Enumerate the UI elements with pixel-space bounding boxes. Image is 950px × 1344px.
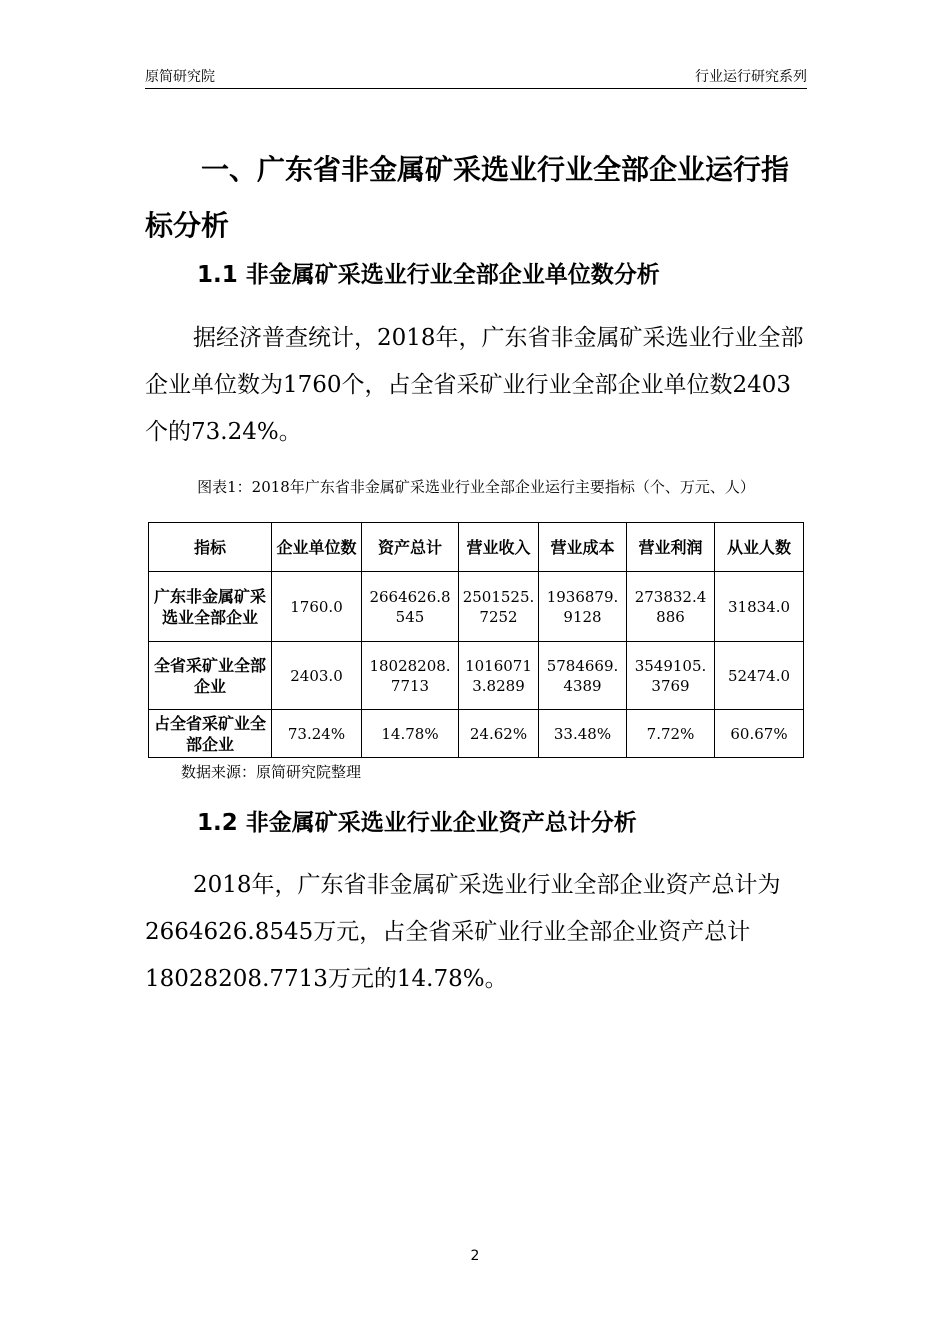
section-1-2-paragraph: 2018年，广东省非金属矿采选业行业全部企业资产总计为2664626.8545万元，占全省采矿业行业全部企业资产总计18028208.7713万元的14.78%。 xyxy=(145,872,781,992)
row-label: 全省采矿业全部企业 xyxy=(149,642,272,710)
row-label: 广东非金属矿采选业全部企业 xyxy=(149,572,272,642)
col-header-profit: 营业利润 xyxy=(627,523,715,572)
table-cell: 24.62% xyxy=(459,710,539,758)
table-cell: 5784669.4389 xyxy=(539,642,627,710)
table-cell: 10160713.8289 xyxy=(459,642,539,710)
col-header-employees: 从业人数 xyxy=(715,523,804,572)
section-1-1-heading: 1.1 非金属矿采选业行业全部企业单位数分析 xyxy=(197,262,660,288)
row-label: 占全省采矿业全部企业 xyxy=(149,710,272,758)
section-1-2-heading: 1.2 非金属矿采选业行业企业资产总计分析 xyxy=(197,810,637,836)
table-row xyxy=(149,572,804,642)
header-series-name: 行业运行研究系列 xyxy=(695,69,807,85)
table-cell: 33.48% xyxy=(539,710,627,758)
table-row xyxy=(149,710,804,758)
table-cell: 18028208.7713 xyxy=(362,642,459,710)
section-1-1-paragraph: 据经济普查统计，2018年，广东省非金属矿采选业行业全部企业单位数为1760个，占全省采矿业行业全部企业单位数2403个的73.24%。 xyxy=(145,325,804,445)
table-cell: 52474.0 xyxy=(715,642,804,710)
table-cell: 60.67% xyxy=(715,710,804,758)
table-cell: 2403.0 xyxy=(272,642,362,710)
table-cell: 273832.4886 xyxy=(627,572,715,642)
table-cell: 7.72% xyxy=(627,710,715,758)
table-cell: 1760.0 xyxy=(272,572,362,642)
page-header xyxy=(145,66,807,89)
table-row xyxy=(149,642,804,710)
table-source-note: 数据来源：原简研究院整理 xyxy=(181,763,362,781)
table-cell: 73.24% xyxy=(272,710,362,758)
header-org-name: 原简研究院 xyxy=(145,69,215,85)
table-cell: 31834.0 xyxy=(715,572,804,642)
table-cell: 14.78% xyxy=(362,710,459,758)
table-cell: 2664626.8545 xyxy=(362,572,459,642)
col-header-cost: 营业成本 xyxy=(539,523,627,572)
chapter-heading: 一、广东省非金属矿采选业行业全部企业运行指标分析 xyxy=(145,153,790,242)
indicator-table xyxy=(148,522,804,758)
table-cell: 1936879.9128 xyxy=(539,572,627,642)
col-header-assets: 资产总计 xyxy=(362,523,459,572)
table-caption: 图表1：2018年广东省非金属矿采选业行业全部企业运行主要指标（个、万元、人） xyxy=(197,478,755,496)
col-header-indicator: 指标 xyxy=(149,523,272,572)
page-number: 2 xyxy=(470,1248,480,1264)
col-header-revenue: 营业收入 xyxy=(459,523,539,572)
table-header-row xyxy=(149,523,804,572)
table-cell: 3549105.3769 xyxy=(627,642,715,710)
col-header-units: 企业单位数 xyxy=(272,523,362,572)
table-cell: 2501525.7252 xyxy=(459,572,539,642)
